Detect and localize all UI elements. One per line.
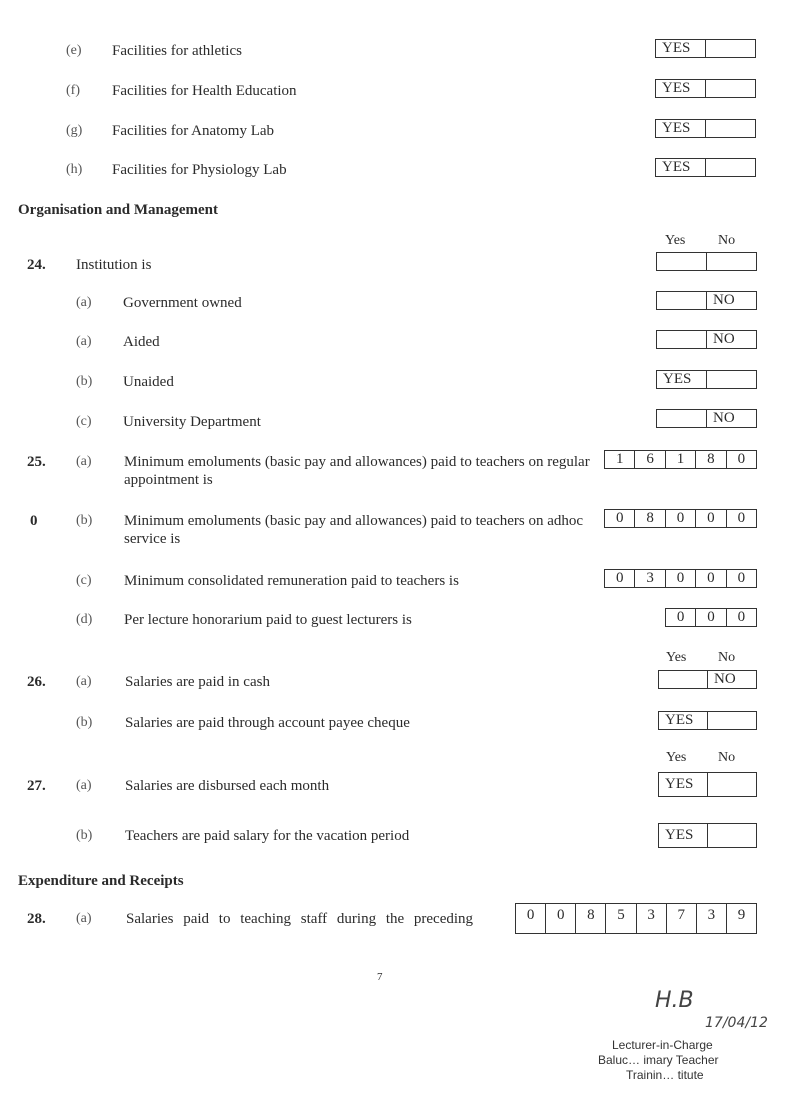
yes-cell: YES: [659, 824, 708, 847]
item-text: Minimum emoluments (basic pay and allowances) paid to teachers on regular appointment is: [124, 454, 590, 488]
item-letter: (b): [76, 828, 93, 843]
section-heading-organisation: Organisation and Management: [18, 202, 219, 218]
digit-cell: 0: [737, 570, 746, 586]
digit-cell: 0: [696, 510, 726, 527]
item-text: Salaries paid to teaching staff during the preceding: [126, 911, 474, 927]
yes-header: Yes: [666, 650, 687, 665]
yes-cell: YES: [659, 712, 708, 729]
yes-no-box: [655, 39, 756, 58]
yes-no-box: [658, 670, 757, 689]
digit-cell: 8: [576, 904, 606, 933]
item-text: Aided: [123, 334, 160, 350]
no-cell: NO: [714, 671, 736, 687]
item-text: Teachers are paid salary for the vacation period: [125, 828, 410, 844]
no-cell: [708, 773, 756, 796]
digit-cell: 0: [666, 510, 696, 527]
digit-cell: 3: [697, 904, 727, 933]
digit-cell: 5: [606, 904, 636, 933]
item-letter: (h): [66, 162, 83, 177]
item-letter: (e): [66, 43, 82, 58]
item-text: University Department: [123, 414, 261, 430]
item-letter: (a): [76, 778, 92, 793]
item-letter: (c): [76, 414, 92, 429]
digit-cell: 7: [667, 904, 697, 933]
item-letter: (a): [76, 454, 92, 469]
item-text: Minimum consolidated remuneration paid to teachers is: [124, 573, 459, 589]
digit-cell: 3: [637, 904, 667, 933]
item-text: Facilities for Physiology Lab: [112, 162, 287, 178]
stamp-line-1: Lecturer-in-Charge: [612, 1038, 713, 1052]
item-text: Facilities for athletics: [112, 43, 242, 59]
no-cell: NO: [713, 292, 735, 308]
question-number: 26.: [27, 674, 46, 690]
yes-cell: YES: [656, 120, 706, 137]
item-text: Facilities for Health Education: [112, 83, 297, 99]
digit-boxes: [604, 450, 757, 469]
yes-no-box: [655, 158, 756, 177]
no-cell: NO: [713, 410, 735, 426]
question-number: 27.: [27, 778, 46, 794]
no-header: No: [718, 650, 736, 665]
item-letter: (a): [76, 334, 92, 349]
digit-cell: 1: [666, 451, 696, 468]
no-cell: [707, 253, 756, 270]
digit-cell: 0: [737, 510, 746, 526]
yes-cell: YES: [659, 773, 708, 796]
yes-cell: YES: [656, 40, 706, 57]
question-number: 25.: [27, 454, 46, 470]
digit-cell: 0: [666, 609, 696, 626]
stamp-line-3: Trainin… titute: [626, 1068, 704, 1082]
item-text: Minimum emoluments (basic pay and allowances) paid to teachers on adhoc service is: [124, 513, 584, 547]
digit-cell: 0: [666, 570, 696, 587]
no-cell: [706, 80, 755, 97]
digit-cell: 8: [635, 510, 665, 527]
yes-cell: [657, 410, 707, 427]
page-number: 7: [377, 971, 383, 983]
item-letter: (a): [76, 911, 92, 926]
yes-header: Yes: [666, 750, 687, 765]
signature-date: 17/04/12: [705, 1015, 768, 1031]
question-text: Institution is: [76, 257, 152, 273]
item-text: Facilities for Anatomy Lab: [112, 123, 275, 139]
item-letter: (f): [66, 83, 80, 98]
digit-boxes: [604, 569, 757, 588]
item-letter: (b): [76, 715, 93, 730]
yes-no-box: [656, 291, 757, 310]
digit-cell: 6: [635, 451, 665, 468]
item-letter: (b): [76, 374, 93, 389]
no-cell: NO: [713, 331, 735, 347]
yes-cell: YES: [657, 371, 707, 388]
digit-cell: 3: [635, 570, 665, 587]
digit-cell: 0: [605, 570, 635, 587]
yes-no-box: [655, 79, 756, 98]
item-letter: (c): [76, 573, 92, 588]
yes-cell: YES: [656, 159, 706, 176]
digit-cell: 0: [516, 904, 546, 933]
yes-cell: [657, 292, 707, 309]
digit-cell: 0: [737, 451, 746, 467]
yes-no-box: [658, 772, 757, 797]
digit-boxes: [515, 903, 757, 934]
digit-cell: 0: [696, 609, 726, 626]
yes-no-box: [656, 409, 757, 428]
no-cell: [706, 40, 755, 57]
no-cell: [706, 120, 755, 137]
yes-cell: [657, 331, 707, 348]
digit-cell: 0: [605, 510, 635, 527]
no-cell: [707, 371, 756, 388]
question-number: 28.: [27, 911, 46, 927]
item-letter: (d): [76, 612, 93, 627]
yes-no-box: [655, 119, 756, 138]
yes-header: Yes: [665, 233, 686, 248]
digit-boxes: [604, 509, 757, 528]
item-letter: (a): [76, 295, 92, 310]
stray-number: 0: [30, 513, 38, 529]
stamp-line-2: Baluc… imary Teacher: [598, 1053, 719, 1067]
yes-cell: [657, 253, 707, 270]
question-number: 24.: [27, 257, 46, 273]
digit-cell: 1: [605, 451, 635, 468]
digit-cell: 0: [546, 904, 576, 933]
digit-cell: 0: [737, 609, 746, 625]
yes-no-box: [656, 370, 757, 389]
signature-scrawl: H.B: [655, 988, 694, 1013]
no-header: No: [718, 233, 736, 248]
yes-cell: [659, 671, 708, 688]
item-letter: (a): [76, 674, 92, 689]
no-cell: [706, 159, 755, 176]
item-text: Salaries are paid in cash: [125, 674, 270, 690]
no-header: No: [718, 750, 736, 765]
no-cell: [708, 712, 756, 729]
digit-cell: 9: [737, 907, 746, 923]
yes-cell: YES: [656, 80, 706, 97]
item-text: Unaided: [123, 374, 174, 390]
yes-no-box: [658, 823, 757, 848]
digit-cell: 8: [696, 451, 726, 468]
item-text: Salaries are paid through account payee cheque: [125, 715, 410, 731]
digit-boxes: [665, 608, 757, 627]
item-letter: (g): [66, 123, 83, 138]
yes-no-box: [656, 252, 757, 271]
item-text: Salaries are disbursed each month: [125, 778, 330, 794]
item-text: Per lecture honorarium paid to guest lecturers is: [124, 612, 412, 628]
digit-cell: 0: [696, 570, 726, 587]
item-letter: (b): [76, 513, 93, 528]
no-cell: [708, 824, 756, 847]
yes-no-box: [658, 711, 757, 730]
section-heading-expenditure: Expenditure and Receipts: [18, 873, 184, 889]
item-text: Government owned: [123, 295, 242, 311]
yes-no-box: [656, 330, 757, 349]
